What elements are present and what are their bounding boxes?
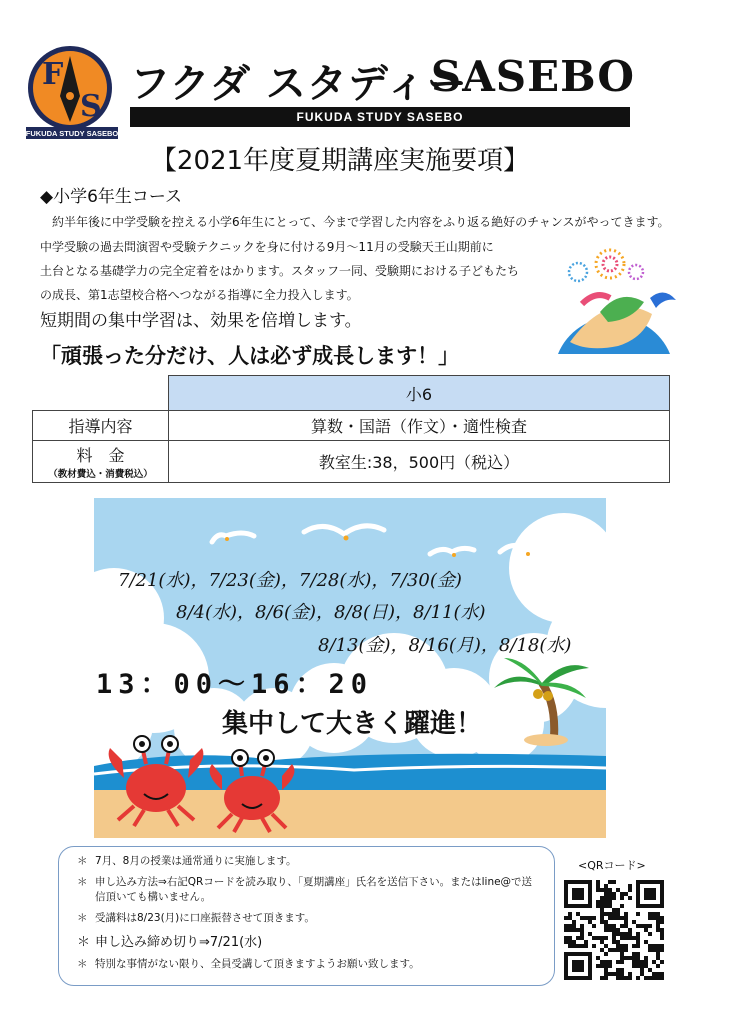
note-marker: ＊ xyxy=(77,935,91,950)
intro-line-2: 中学受験の過去問演習や受験テクニックを身に付ける9月～11月の受験天王山期前に xyxy=(40,240,494,254)
logo-caption: FUKUDA STUDY SASEBO xyxy=(25,129,119,138)
fee-value: 教室生:38，500円（税込） xyxy=(169,441,670,483)
intro-line-4: の成長、第1志望校合格へつながる指導に全力投入します。 xyxy=(40,288,359,302)
note-marker: ＊ xyxy=(77,958,88,970)
note-item xyxy=(77,874,540,904)
scene-slogan: 集中して大きく躍進！ xyxy=(222,709,483,739)
note-marker: ＊ xyxy=(77,876,88,888)
fukuda-study-logo xyxy=(24,44,120,140)
fee-label-cell xyxy=(33,441,169,483)
note-text: 申し込み締め切り⇒7/21(水) xyxy=(95,935,263,950)
note-item xyxy=(77,910,540,925)
subject-label: 指導内容 xyxy=(33,411,169,441)
qr-label: <QRコード> xyxy=(578,859,646,872)
note-item xyxy=(77,931,540,950)
intro-line-1: 約半年後に中学受験を控える小学6年生にとって、今まで学習した内容をふり返る絶好のチャンスがやってきます。 xyxy=(52,215,670,229)
logo-letter-f: F xyxy=(42,57,64,92)
course-heading: ◆小学6年生コース xyxy=(40,187,183,207)
catch-copy: 短期間の集中学習は、効果を倍増します。 xyxy=(40,311,362,331)
note-marker: ＊ xyxy=(77,855,88,867)
brand-name-jp: フクダ スタディー xyxy=(130,61,468,107)
fee-sublabel: （教材費込・消費税込） xyxy=(48,469,153,480)
notes-box xyxy=(58,846,555,986)
island-illustration xyxy=(548,242,688,354)
note-text: 受講料は8/23(月)に口座振替させて頂きます。 xyxy=(95,912,315,924)
class-time: 13：00～16：20 xyxy=(96,669,374,700)
note-text: 特別な事情がない限り、全員受講して頂きますようお願い致します。 xyxy=(95,958,420,970)
note-text: 7月、8月の授業は通常通りに実施します。 xyxy=(95,855,297,867)
intro-line-3: 土台となる基礎学力の完全定着をはかります。スタッフ一同、受験期における子どもたち xyxy=(40,264,520,278)
dolphin-icon xyxy=(650,292,676,308)
course-table xyxy=(32,375,670,483)
note-item xyxy=(77,853,540,868)
brand-name xyxy=(130,52,635,107)
subject-value: 算数・国語（作文）・適性検査 xyxy=(169,411,670,441)
subtitle-bar: FUKUDA STUDY SASEBO xyxy=(130,107,630,127)
qr-code[interactable] xyxy=(564,880,664,980)
slogan-heading: 「頑張った分だけ、人は必ず成長します！」 xyxy=(40,344,460,368)
fireworks-icon xyxy=(569,250,643,281)
logo-letter-s: S xyxy=(80,89,102,124)
schedule-line-2: 8/4(水)，8/6(金)，8/8(日)，8/11(水) xyxy=(176,602,486,623)
fee-label: 料 金 xyxy=(76,446,125,465)
note-marker: ＊ xyxy=(77,912,88,924)
brand-name-en: SASEBO xyxy=(430,52,635,101)
note-text: 申し込み方法⇒右記QRコードを読み取り、「夏期講座」氏名を送信下さい。またはline@で送信頂いても構いません。 xyxy=(95,876,533,903)
page-title: 【2021年度夏期講座実施要項】 xyxy=(150,146,530,176)
schedule-line-3: 8/13(金)，8/16(月)，8/18(水) xyxy=(318,635,572,656)
note-item xyxy=(77,956,540,971)
schedule-line-1: 7/21(水)，7/23(金)，7/28(水)，7/30(金) xyxy=(118,570,462,591)
grade-header: 小6 xyxy=(169,376,670,411)
